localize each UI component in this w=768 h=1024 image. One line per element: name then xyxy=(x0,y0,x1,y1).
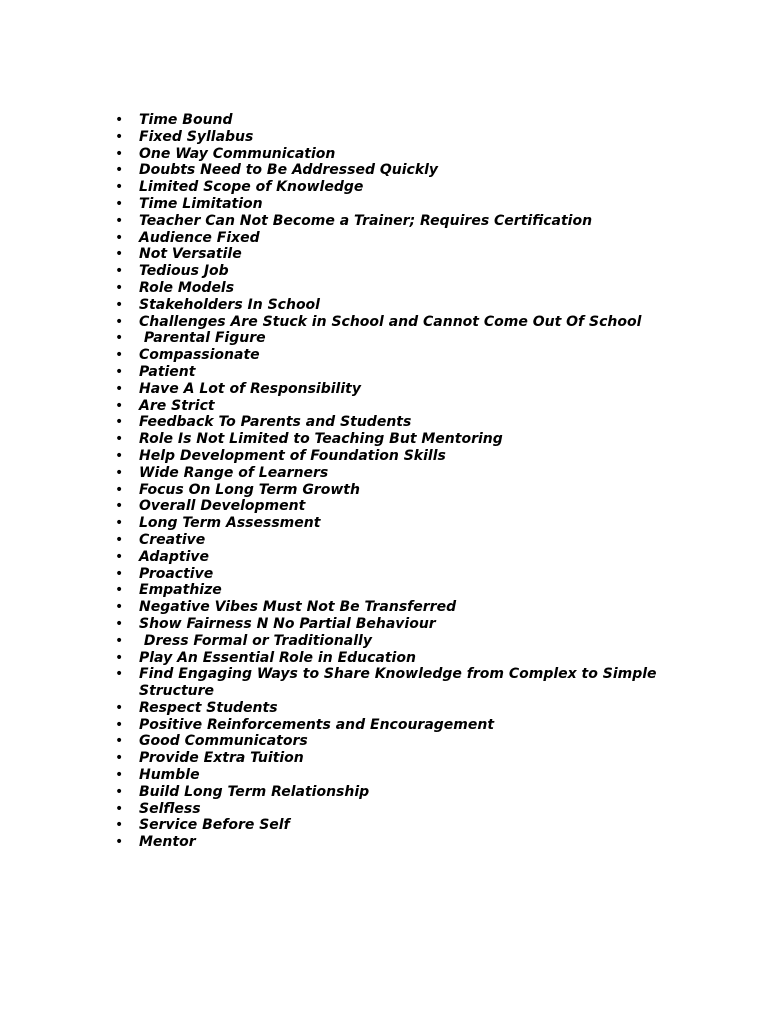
list-item xyxy=(113,196,713,213)
list-item xyxy=(113,750,713,767)
list-item xyxy=(113,801,713,818)
list-item-text: Audience Fixed xyxy=(139,229,260,246)
list-item-text: Parental Figure xyxy=(139,330,266,347)
bullet-marker: • xyxy=(115,229,124,246)
list-item-text: Fixed Syllabus xyxy=(139,128,254,145)
list-item-text: Focus On Long Term Growth xyxy=(139,481,360,498)
list-item xyxy=(113,448,713,465)
list-item-text: One Way Communication xyxy=(139,145,336,162)
list-item xyxy=(113,767,713,784)
bullet-marker: • xyxy=(115,783,124,800)
list-item xyxy=(113,498,713,515)
list-item-text: Play An Essential Role in Education xyxy=(139,649,416,666)
list-item-text: Provide Extra Tuition xyxy=(139,750,304,767)
bullet-marker: • xyxy=(115,279,124,296)
list-item xyxy=(113,616,713,633)
bullet-marker: • xyxy=(115,145,124,162)
bullet-marker: • xyxy=(115,800,124,817)
list-item xyxy=(113,566,713,583)
bullet-marker: • xyxy=(115,162,124,179)
bullet-marker: • xyxy=(115,414,124,431)
list-item-text: Wide Range of Learners xyxy=(139,464,329,481)
list-item-text: Dress Formal or Traditionally xyxy=(139,632,372,649)
bullet-marker: • xyxy=(115,632,124,649)
list-item-text: Tedious Job xyxy=(139,263,229,280)
bullet-marker: • xyxy=(115,464,124,481)
bullet-marker: • xyxy=(115,565,124,582)
list-item-text: Challenges Are Stuck in School and Cannot Come Out Of School xyxy=(139,313,642,330)
list-item xyxy=(113,381,713,398)
list-item xyxy=(113,230,713,247)
list-item-text: Positive Reinforcements and Encouragement xyxy=(139,716,495,733)
bullet-marker: • xyxy=(115,447,124,464)
bullet-marker: • xyxy=(115,481,124,498)
list-item xyxy=(113,599,713,616)
list-item xyxy=(113,297,713,314)
bullet-marker: • xyxy=(115,246,124,263)
list-item xyxy=(113,515,713,532)
list-item-text: Help Development of Foundation Skills xyxy=(139,447,446,464)
list-item-text: Overall Development xyxy=(139,498,306,515)
list-item-text: Selfless xyxy=(139,800,201,817)
bullet-marker: • xyxy=(115,212,124,229)
list-item xyxy=(113,129,713,146)
list-item xyxy=(113,398,713,415)
bulleted-list xyxy=(113,112,713,851)
list-item-text: Feedback To Parents and Students xyxy=(139,414,412,431)
bullet-marker: • xyxy=(115,263,124,280)
bullet-marker: • xyxy=(115,330,124,347)
bullet-marker: • xyxy=(115,615,124,632)
list-item-text: Empathize xyxy=(139,582,222,599)
bullet-marker: • xyxy=(115,817,124,834)
list-item xyxy=(113,179,713,196)
list-item xyxy=(113,162,713,179)
list-item xyxy=(113,532,713,549)
bullet-marker: • xyxy=(115,767,124,784)
list-item-text: Stakeholders In School xyxy=(139,296,320,313)
bullet-marker: • xyxy=(115,498,124,515)
list-item-text: Are Strict xyxy=(139,397,215,414)
list-item xyxy=(113,717,713,734)
bullet-marker: • xyxy=(115,347,124,364)
list-item-text: Mentor xyxy=(139,834,196,851)
list-item xyxy=(113,733,713,750)
bullet-marker: • xyxy=(115,699,124,716)
list-item xyxy=(113,280,713,297)
list-item xyxy=(113,582,713,599)
list-item-text: Good Communicators xyxy=(139,733,308,750)
list-item xyxy=(113,784,713,801)
list-item-text: Service Before Self xyxy=(139,817,290,834)
list-item xyxy=(113,549,713,566)
bullet-marker: • xyxy=(115,531,124,548)
bullet-marker: • xyxy=(115,666,124,683)
list-item xyxy=(113,246,713,263)
bullet-marker: • xyxy=(115,548,124,565)
list-item-text: Doubts Need to Be Addressed Quickly xyxy=(139,162,439,179)
list-item xyxy=(113,263,713,280)
bullet-marker: • xyxy=(115,195,124,212)
bullet-marker: • xyxy=(115,582,124,599)
list-item-text: Negative Vibes Must Not Be Transferred xyxy=(139,599,457,616)
bullet-marker: • xyxy=(115,834,124,851)
list-item-text: Build Long Term Relationship xyxy=(139,783,370,800)
list-item-text: Proactive xyxy=(139,565,214,582)
list-item-text: Not Versatile xyxy=(139,246,242,263)
list-item-text: Compassionate xyxy=(139,347,260,364)
bullet-marker: • xyxy=(115,179,124,196)
list-item-text: Adaptive xyxy=(139,548,210,565)
list-item-text: Teacher Can Not Become a Trainer; Requires Certification xyxy=(139,212,593,229)
list-item-text: Patient xyxy=(139,363,196,380)
list-item-text: Role Models xyxy=(139,279,235,296)
list-item xyxy=(113,431,713,448)
list-item-text: Time Bound xyxy=(139,112,233,128)
bullet-marker: • xyxy=(115,313,124,330)
list-item xyxy=(113,112,713,129)
list-item xyxy=(113,213,713,230)
bullet-marker: • xyxy=(115,716,124,733)
list-item-text: Have A Lot of Responsibility xyxy=(139,380,361,397)
list-item xyxy=(113,314,713,331)
list-item xyxy=(113,146,713,163)
bullet-marker: • xyxy=(115,431,124,448)
list-item-text: Respect Students xyxy=(139,699,278,716)
bullet-marker: • xyxy=(115,112,124,128)
bullet-marker: • xyxy=(115,296,124,313)
list-item-text: Role Is Not Limited to Teaching But Mentoring xyxy=(139,431,503,448)
list-item-text: Find Engaging Ways to Share Knowledge from Complex to Simple Structure xyxy=(139,666,662,700)
list-item xyxy=(113,414,713,431)
bullet-marker: • xyxy=(115,397,124,414)
list-item-text: Long Term Assessment xyxy=(139,515,321,532)
list-item xyxy=(113,666,713,700)
list-item-text: Creative xyxy=(139,531,206,548)
list-item xyxy=(113,650,713,667)
list-item-text: Limited Scope of Knowledge xyxy=(139,179,364,196)
list-item xyxy=(113,700,713,717)
list-item xyxy=(113,633,713,650)
list-item xyxy=(113,465,713,482)
bullet-marker: • xyxy=(115,750,124,767)
bullet-marker: • xyxy=(115,380,124,397)
list-item xyxy=(113,817,713,834)
bullet-marker: • xyxy=(115,599,124,616)
list-item-text: Time Limitation xyxy=(139,195,263,212)
list-item-text: Show Fairness N No Partial Behaviour xyxy=(139,615,436,632)
list-item xyxy=(113,834,713,851)
bullet-marker: • xyxy=(115,363,124,380)
list-item xyxy=(113,482,713,499)
list-item-text: Humble xyxy=(139,767,200,784)
bullet-marker: • xyxy=(115,128,124,145)
list-item xyxy=(113,330,713,347)
bullet-marker: • xyxy=(115,515,124,532)
bullet-marker: • xyxy=(115,733,124,750)
list-item xyxy=(113,364,713,381)
bullet-marker: • xyxy=(115,649,124,666)
list-item xyxy=(113,347,713,364)
